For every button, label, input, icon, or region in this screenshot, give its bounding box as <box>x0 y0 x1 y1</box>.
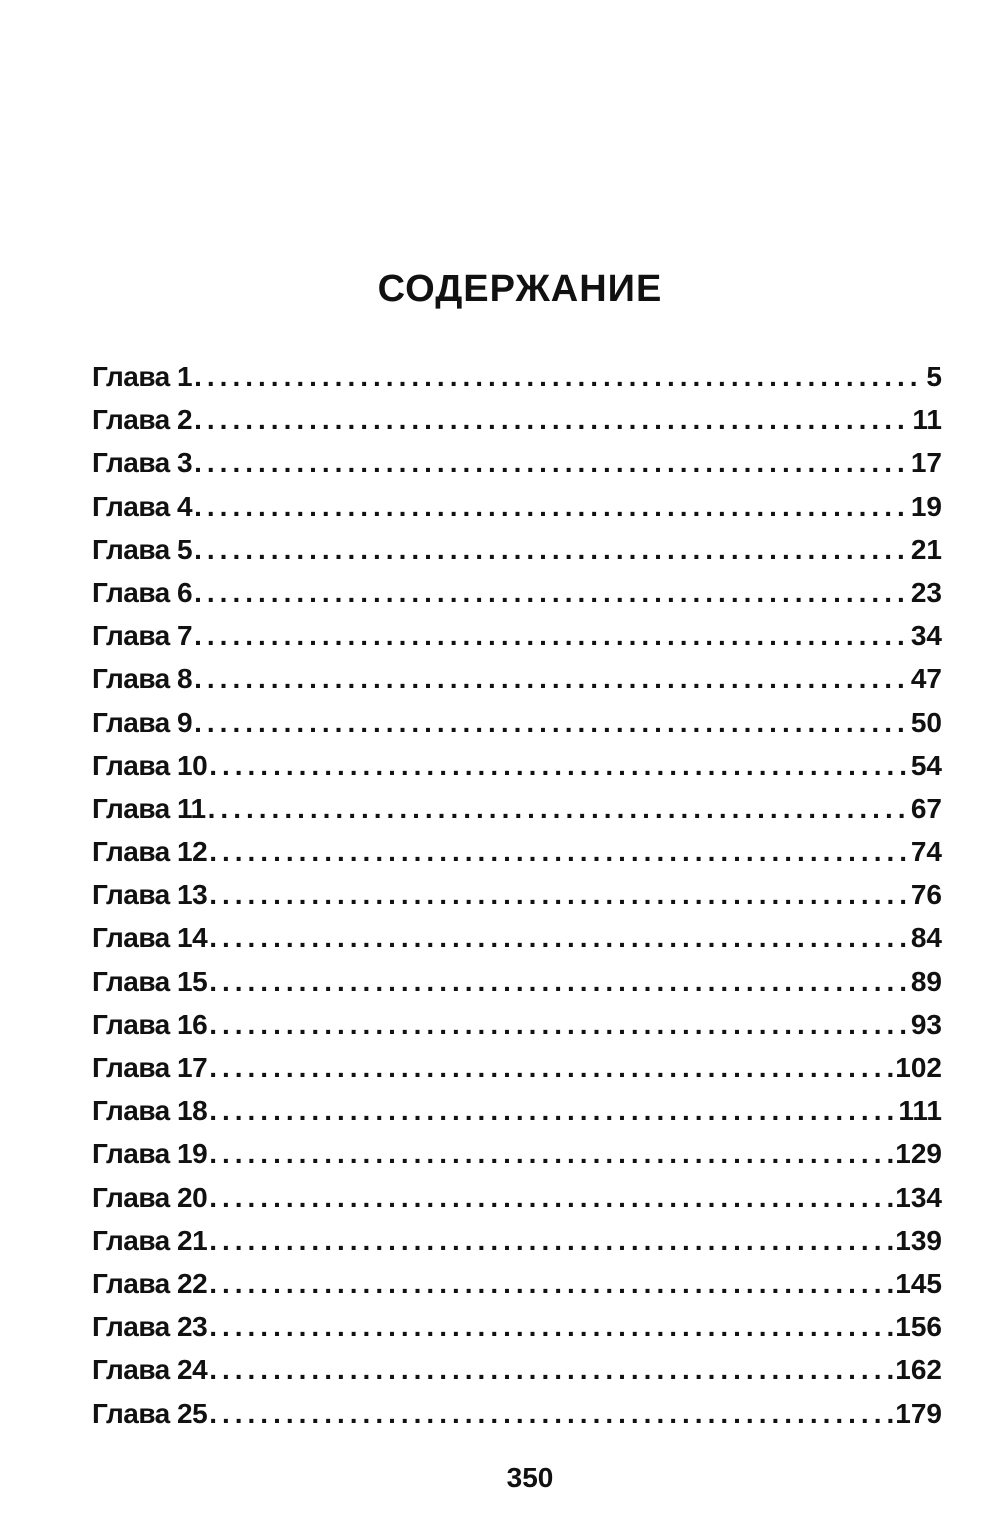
toc-entry-page: 139 <box>895 1224 942 1256</box>
toc-entry <box>92 355 942 398</box>
toc-entry-label: Глава 4 <box>92 490 193 522</box>
toc-entry-page: 47 <box>910 663 942 695</box>
toc-entry-label: Глава 14 <box>92 922 208 954</box>
toc-entry-label: Глава 5 <box>92 533 193 565</box>
toc-entry-page: 67 <box>910 792 942 824</box>
toc-list <box>92 355 942 1435</box>
toc-entry <box>92 787 942 830</box>
toc-entry <box>92 1089 942 1132</box>
dot-leader <box>209 1219 893 1262</box>
toc-entry-page: 19 <box>910 490 942 522</box>
dot-leader <box>209 1046 893 1089</box>
toc-entry-label: Глава 10 <box>92 749 208 781</box>
toc-entry <box>92 1219 942 1262</box>
toc-entry-page: 17 <box>910 447 942 479</box>
toc-entry <box>92 744 942 787</box>
toc-entry-label: Глава 25 <box>92 1397 208 1429</box>
toc-entry <box>92 1392 942 1435</box>
dot-leader <box>209 1262 893 1305</box>
toc-entry <box>92 873 942 916</box>
toc-entry-page: 76 <box>910 879 942 911</box>
page-number: 350 <box>506 1462 554 1493</box>
toc-entry-page: 102 <box>895 1052 942 1083</box>
toc-entry-label: Глава 11 <box>92 792 206 824</box>
toc-entry-page: 179 <box>895 1397 942 1429</box>
toc-entry <box>92 485 942 528</box>
dot-leader <box>194 398 910 441</box>
toc-entry <box>92 528 942 571</box>
toc-entry-label: Глава 1 <box>92 361 193 392</box>
toc-entry-label: Глава 13 <box>92 879 208 911</box>
toc-entry <box>92 1305 942 1348</box>
toc-entry <box>92 614 942 657</box>
toc-entry <box>92 571 942 614</box>
toc-entry <box>92 441 942 484</box>
dot-leader <box>209 744 909 787</box>
toc-entry <box>92 1348 942 1391</box>
toc-entry-label: Глава 23 <box>92 1311 208 1343</box>
toc-entry-page: 134 <box>895 1181 942 1213</box>
toc-entry-label: Глава 9 <box>92 706 193 738</box>
toc-entry <box>92 1046 942 1089</box>
dot-leader <box>209 1132 893 1175</box>
dot-leader <box>209 1089 896 1132</box>
toc-entry-page: 74 <box>910 836 942 868</box>
toc-entry <box>92 701 942 744</box>
toc-entry-label: Глава 6 <box>92 576 193 608</box>
toc-entry-label: Глава 17 <box>92 1052 208 1083</box>
dot-leader <box>209 873 909 916</box>
dot-leader <box>194 355 924 398</box>
dot-leader <box>209 1003 909 1046</box>
toc-entry <box>92 1262 942 1305</box>
dot-leader <box>194 657 909 700</box>
toc-entry <box>92 657 942 700</box>
toc-entry <box>92 960 942 1003</box>
toc-entry <box>92 1176 942 1219</box>
toc-entry-label: Глава 22 <box>92 1267 208 1299</box>
toc-entry-label: Глава 18 <box>92 1095 208 1127</box>
toc-entry-label: Глава 2 <box>92 404 193 436</box>
toc-entry-page: 50 <box>910 706 942 738</box>
toc-entry-label: Глава 21 <box>92 1224 208 1256</box>
toc-entry-page: 89 <box>910 965 942 997</box>
dot-leader <box>209 830 909 873</box>
toc-entry-label: Глава 20 <box>92 1181 208 1213</box>
toc-entry-page: 93 <box>910 1008 942 1040</box>
toc-entry-page: 84 <box>910 922 942 954</box>
dot-leader <box>194 701 909 744</box>
toc-entry <box>92 1132 942 1175</box>
toc-entry-label: Глава 24 <box>92 1354 208 1386</box>
toc-heading: СОДЕРЖАНИЕ <box>377 268 663 310</box>
toc-entry-page: 129 <box>895 1138 942 1170</box>
dot-leader <box>194 528 909 571</box>
toc-entry-label: Глава 3 <box>92 447 193 479</box>
dot-leader <box>209 1348 893 1391</box>
toc-entry <box>92 398 942 441</box>
toc-entry-label: Глава 12 <box>92 836 208 868</box>
dot-leader <box>194 441 909 484</box>
dot-leader <box>208 787 909 830</box>
toc-entry-page: 5 <box>926 361 942 392</box>
dot-leader <box>194 571 909 614</box>
toc-entry-page: 21 <box>910 533 942 565</box>
toc-entry-page: 162 <box>895 1354 942 1386</box>
toc-entry-label: Глава 15 <box>92 965 208 997</box>
toc-entry-label: Глава 16 <box>92 1008 208 1040</box>
toc-entry-page: 145 <box>895 1267 942 1299</box>
dot-leader <box>209 1305 893 1348</box>
dot-leader <box>209 1392 893 1435</box>
toc-entry-label: Глава 19 <box>92 1138 208 1170</box>
toc-entry-label: Глава 8 <box>92 663 193 695</box>
toc-entry-page: 156 <box>895 1311 942 1343</box>
dot-leader <box>209 960 909 1003</box>
toc-entry-page: 111 <box>898 1095 942 1127</box>
dot-leader <box>194 614 909 657</box>
toc-entry-page: 54 <box>910 749 942 781</box>
toc-entry <box>92 916 942 959</box>
toc-entry-label: Глава 7 <box>92 620 193 652</box>
dot-leader <box>194 485 909 528</box>
toc-entry-page: 34 <box>910 620 942 652</box>
toc-entry <box>92 1003 942 1046</box>
toc-entry <box>92 830 942 873</box>
toc-entry-page: 23 <box>910 576 942 608</box>
dot-leader <box>209 1176 893 1219</box>
toc-entry-page: 11 <box>912 404 942 436</box>
dot-leader <box>209 916 909 959</box>
